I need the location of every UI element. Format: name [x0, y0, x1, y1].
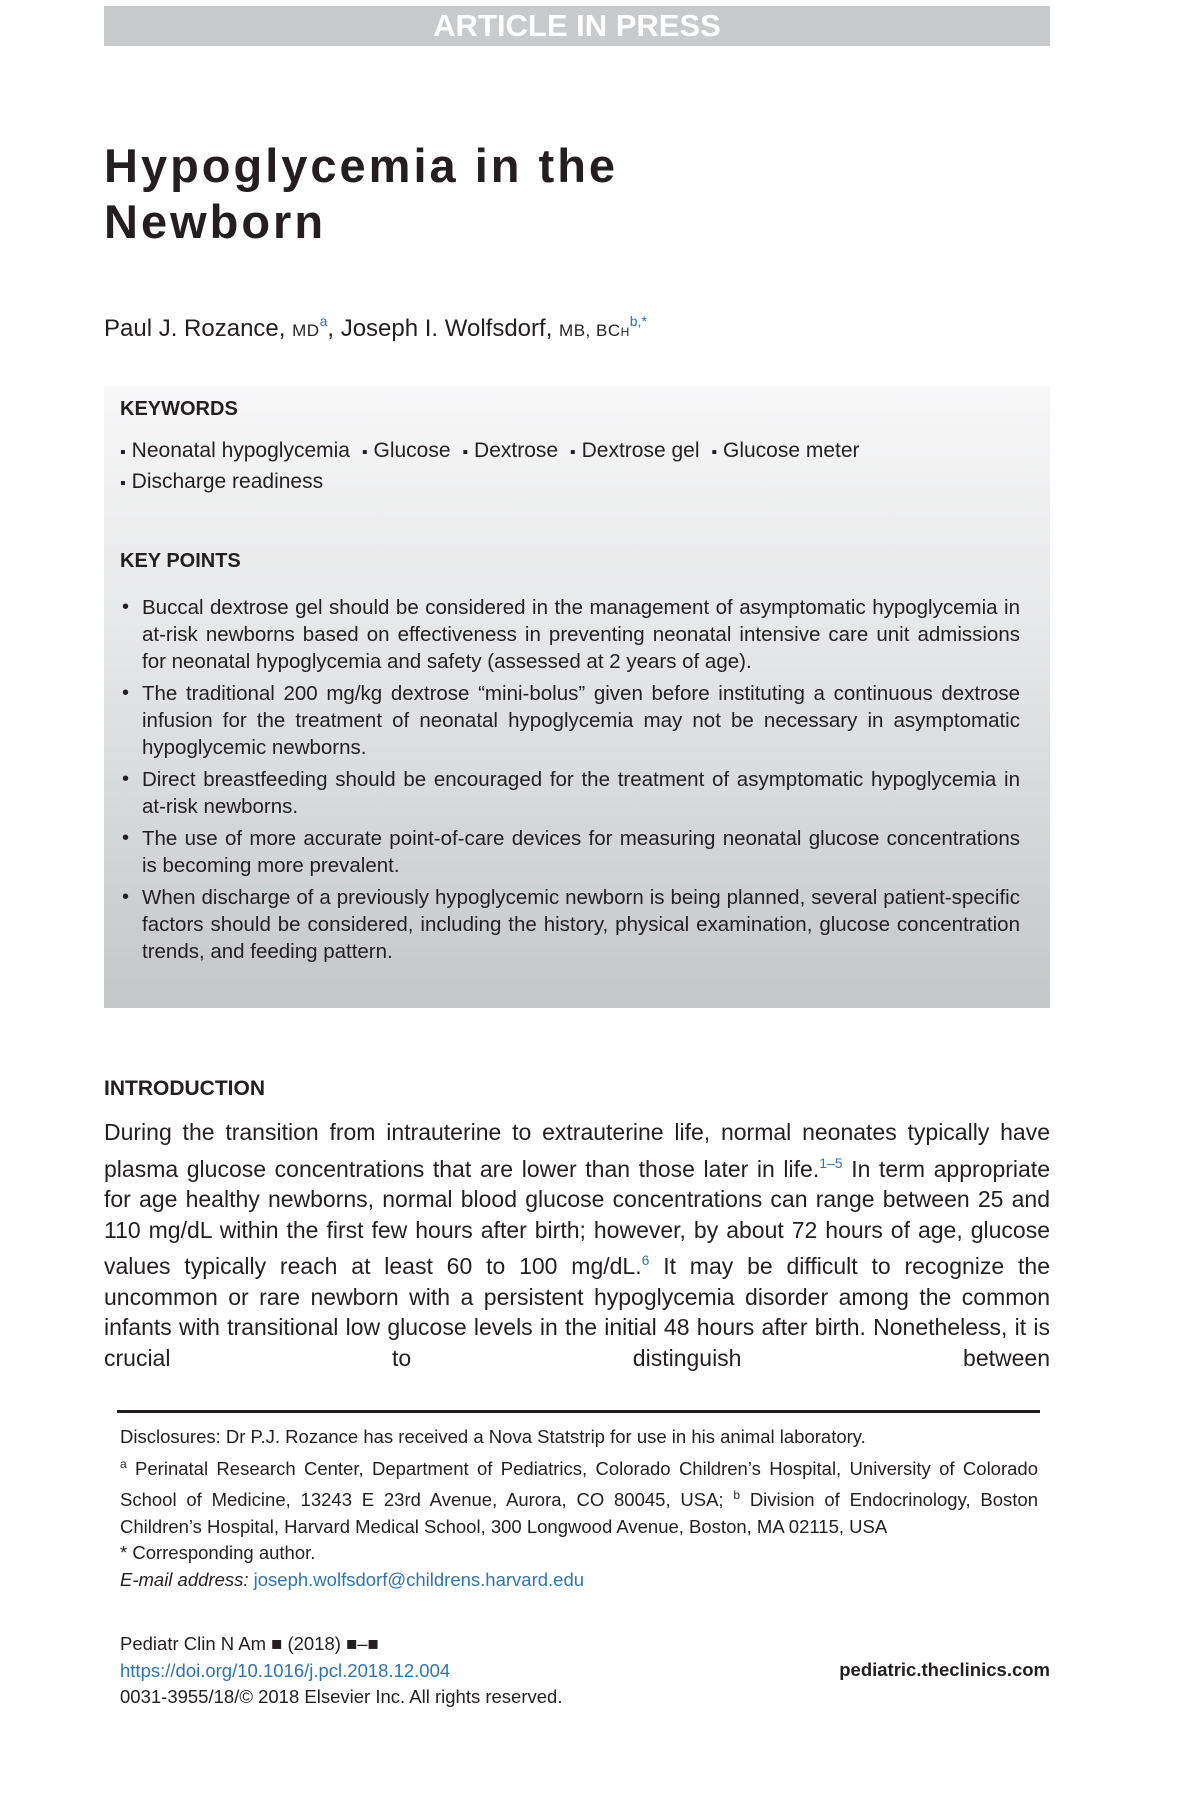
footnote-divider [117, 1410, 1040, 1413]
title-line-2: Newborn [104, 195, 327, 248]
footnotes [120, 1424, 1038, 1593]
author-list [104, 305, 647, 347]
keyword-item: ▪ Glucose [362, 439, 451, 462]
journal-site-link[interactable]: pediatric.theclinics.com [839, 1659, 1050, 1680]
author-1-affiliation-link[interactable]: a [319, 313, 328, 329]
introduction-heading: INTRODUCTION [104, 1077, 265, 1100]
keywords-heading: KEYWORDS [120, 398, 238, 420]
email-label: E-mail address: [120, 1568, 249, 1590]
reference-link-6[interactable]: 6 [641, 1252, 650, 1268]
author-2-degree: MB, BCh [559, 321, 630, 340]
author-2-name: Joseph I. Wolfsdorf, [340, 315, 560, 342]
key-point-item: • Direct breastfeeding should be encouraged for the treatment of asymptomatic hypoglycemia in at-risk newborns. [120, 766, 1020, 820]
key-point-item: • When discharge of a previously hypoglycemic newborn is being planned, several patient-specific factors should be considered, including the history, physical examination, glucose concentration trends, and feeding pattern. [120, 884, 1020, 965]
title-line-1: Hypoglycemia in the [104, 139, 619, 192]
key-point-item: • The traditional 200 mg/kg dextrose “mini-bolus” given before instituting a continuous dextrose infusion for the treatment of neonatal hypoglycemia may not be necessary in asymptomatic hypoglycemic newborns. [120, 680, 1020, 761]
key-point-item: • Buccal dextrose gel should be considered in the management of asymptomatic hypoglycemia in at-risk newborns based on effectiveness in preventing neonatal intensive care unit admissions for neonatal hypoglycemia and safety (assessed at 2 years of age). [120, 594, 1020, 675]
journal-citation: Pediatr Clin N Am ■ (2018) ■–■ [120, 1633, 379, 1654]
disclosures-note: Disclosures: Dr P.J. Rozance has received a Nova Statstrip for use in his animal laboratory. [120, 1426, 866, 1447]
keyword-item: ▪ Glucose meter [711, 439, 859, 462]
affiliations-note [120, 1451, 1038, 1541]
article-in-press-banner: ARTICLE IN PRESS [104, 6, 1050, 46]
keywords-list [120, 436, 1020, 498]
intro-text-2: In term appropriate for age healthy newborns, normal blood glucose concentrations can range between 25 and 110 mg/dL within the first few hours after birth; however, by about 72 hours of age, glucose values typically reach at least 60 to 100 mg/dL. [104, 1155, 1050, 1279]
journal-info [120, 1631, 1050, 1711]
intro-text-3: It may be difficult to recognize the uncommon or rare newborn with a persistent hypoglycemia disorder among the common infants with transitional low glucose levels in the initial 48 hours after birth. Nonetheless, it is crucial to distinguish between [104, 1253, 1050, 1371]
affiliation-a-text: Perinatal Research Center, Department of Pediatrics, Colorado Children’s Hospital, University of Colorado School of Medicine, 13243 E 23rd Avenue, Aurora, CO 80045, USA; [120, 1457, 1038, 1510]
key-point-item: • The use of more accurate point-of-care devices for measuring neonatal glucose concentrations is becoming more prevalent. [120, 825, 1020, 879]
author-2-affiliation-link[interactable]: b,* [629, 313, 647, 329]
affiliation-b-text: Division of Endocrinology, Boston Children’s Hospital, Harvard Medical School, 300 Longwood Avenue, Boston, MA 02115, USA [120, 1489, 1038, 1537]
email-note [120, 1567, 1038, 1594]
email-link[interactable]: joseph.wolfsdorf@childrens.harvard.edu [253, 1568, 585, 1590]
doi-link[interactable]: https://doi.org/10.1016/j.pcl.2018.12.004 [120, 1659, 451, 1681]
keyword-item: ▪ Neonatal hypoglycemia [120, 439, 350, 462]
author-1-degree: MD [292, 321, 320, 340]
key-points-heading: KEY POINTS [120, 550, 241, 572]
intro-text-1: During the transition from intrauterine to extrauterine life, normal neonates typically have plasma glucose concentrations that are lower than those later in life. [104, 1119, 1050, 1182]
keyword-item: ▪ Dextrose gel [570, 439, 700, 462]
affiliation-a-mark: a [120, 1456, 127, 1471]
article-title [104, 138, 1004, 250]
author-1-name: Paul J. Rozance, [104, 315, 293, 342]
copyright-line: 0031-3955/18/© 2018 Elsevier Inc. All rights reserved. [120, 1686, 563, 1707]
author-separator: , [327, 315, 341, 342]
keywords-keypoints-box [104, 386, 1050, 1008]
reference-link-1-5[interactable]: 1–5 [819, 1154, 843, 1171]
corresponding-author-note: * Corresponding author. [120, 1542, 316, 1563]
keyword-item: ▪ Dextrose [462, 439, 558, 462]
affiliation-b-mark: b [733, 1488, 741, 1502]
key-points-list [120, 594, 1020, 970]
keyword-item: ▪ Discharge readiness [120, 470, 323, 493]
introduction-paragraph [104, 1117, 1050, 1373]
